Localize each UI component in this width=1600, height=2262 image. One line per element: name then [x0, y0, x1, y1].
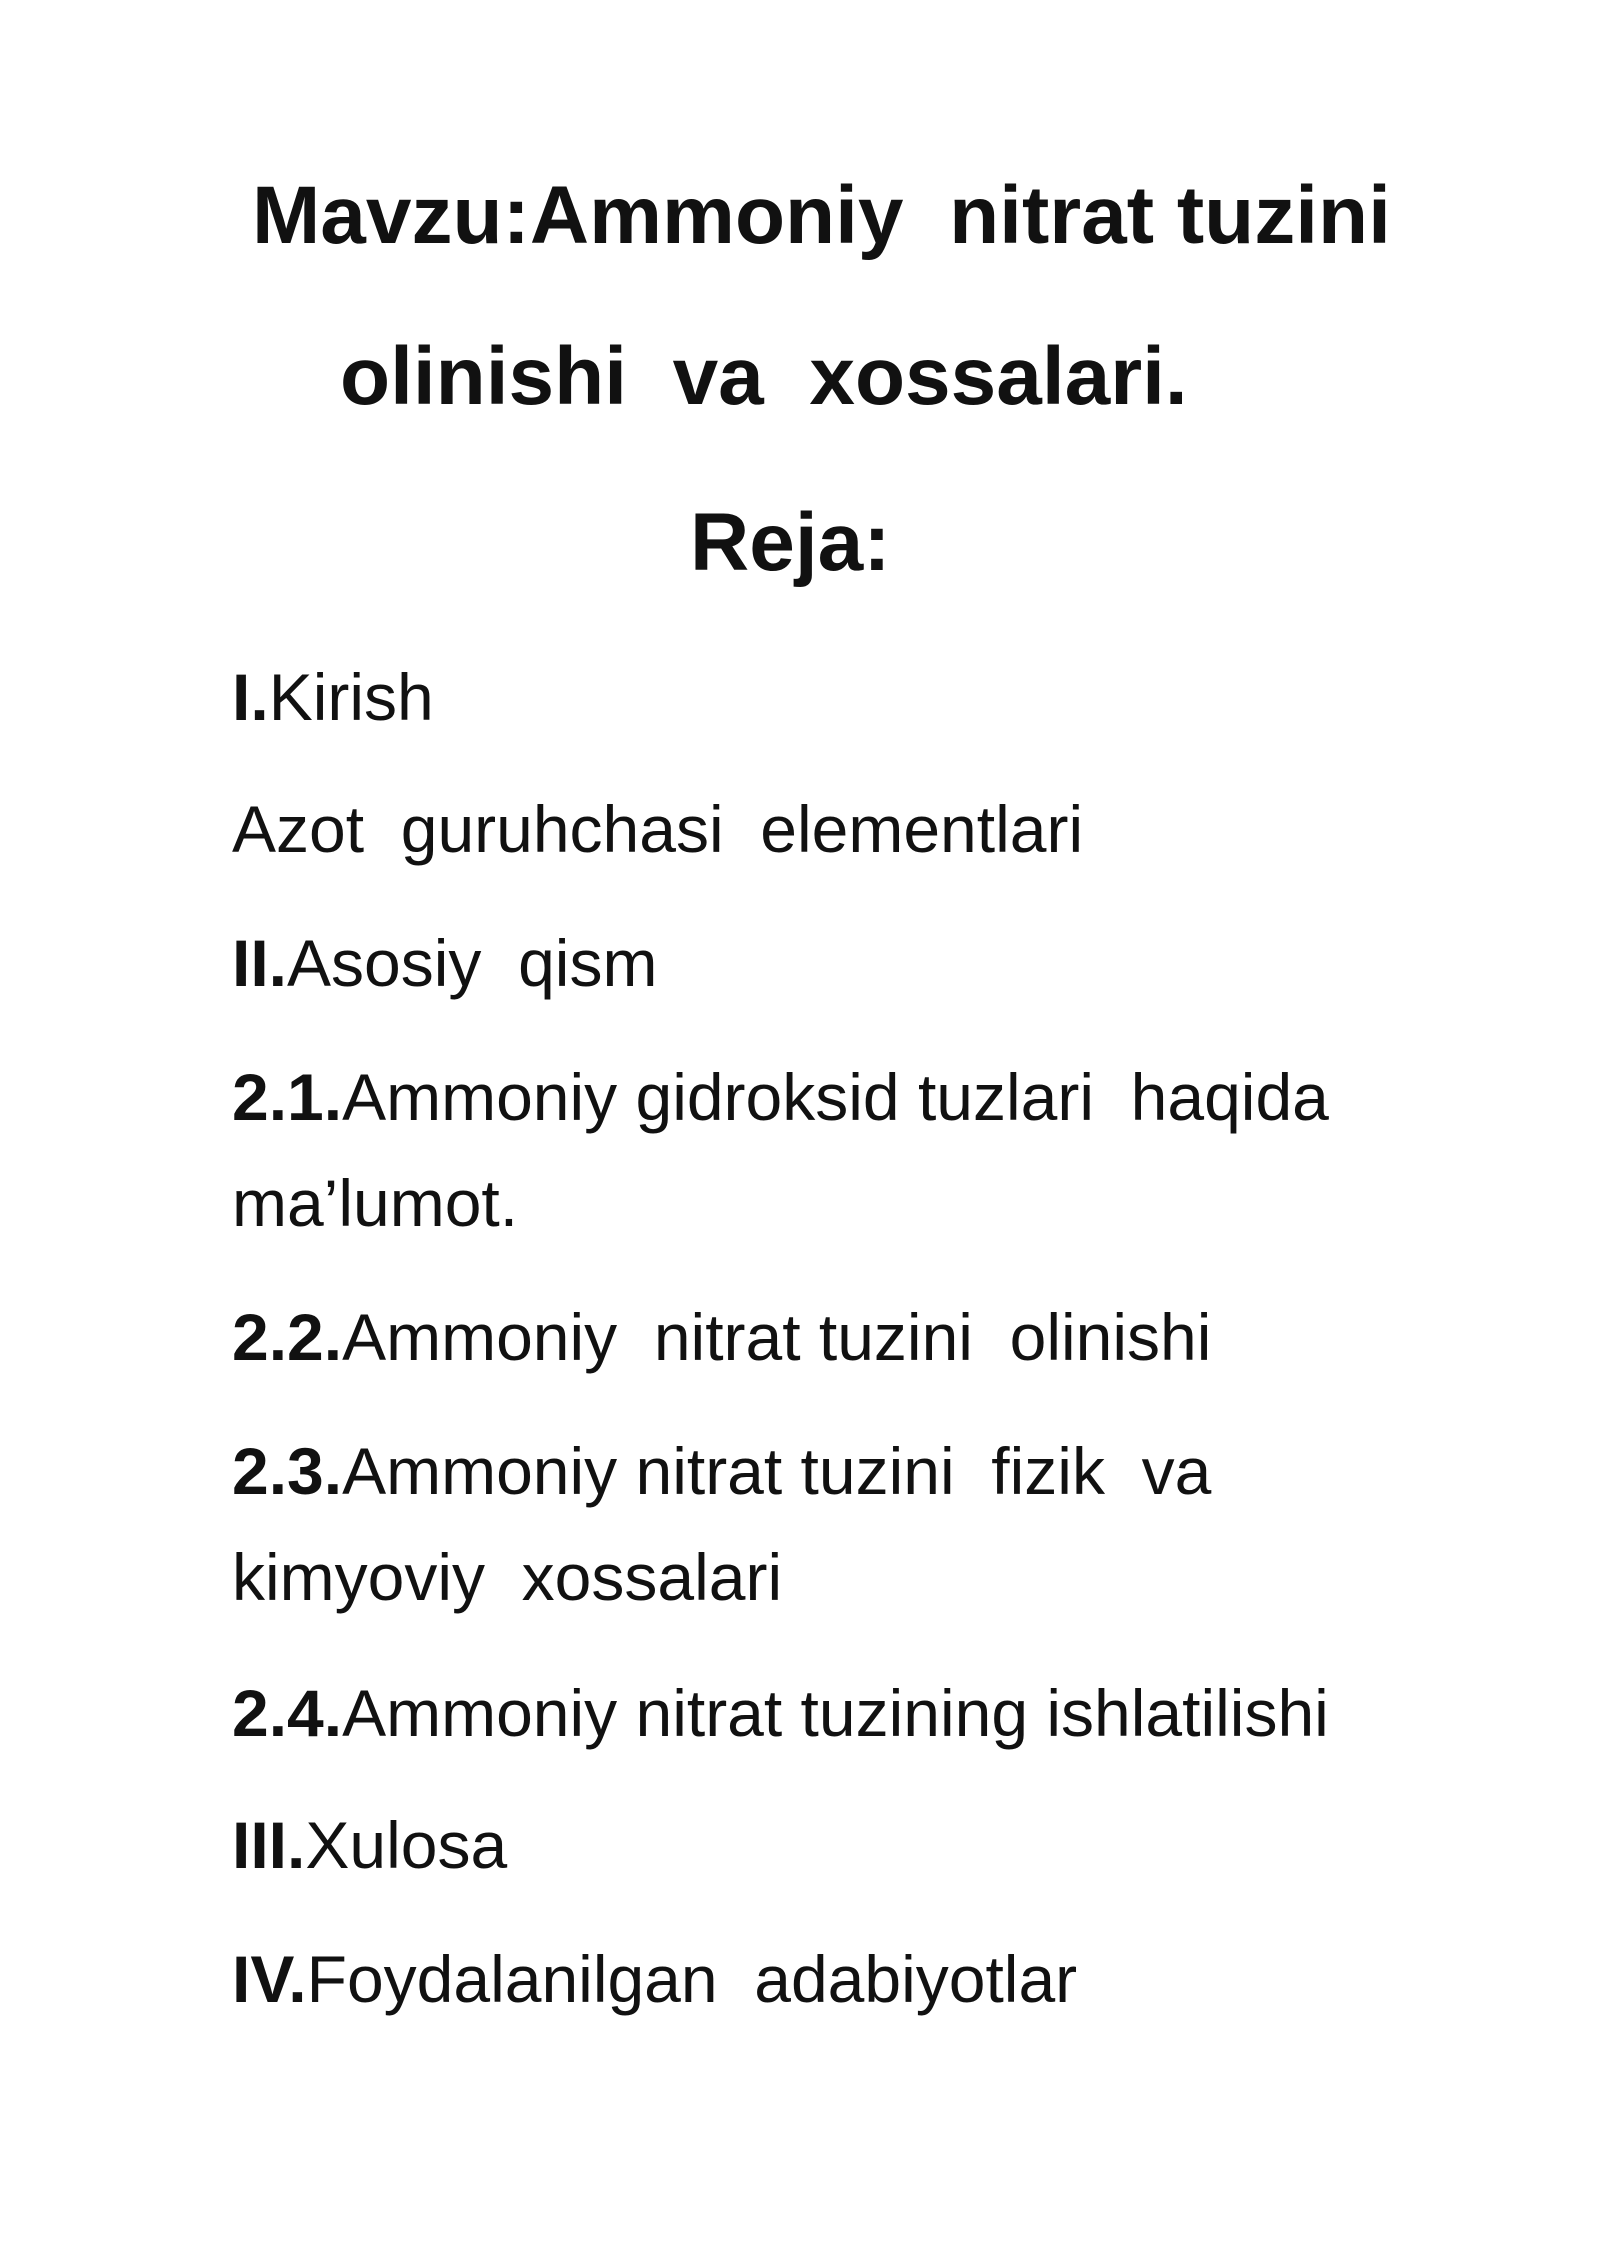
- plan-item-number: 2.4.: [232, 1676, 343, 1750]
- plan-item-number: 2.2.: [232, 1300, 343, 1374]
- plan-item-2-3: [232, 1418, 1211, 1630]
- plan-item-text: Foydalanilgan adabiyotlar: [306, 1942, 1078, 2016]
- plan-item-2-1: [232, 1044, 1329, 1256]
- plan-item-text: Azot guruhchasi elementlari: [232, 792, 1084, 866]
- plan-item-text: Ammoniy nitrat tuzini olinishi: [342, 1300, 1212, 1374]
- plan-item-number: 2.3.: [232, 1434, 343, 1508]
- plan-item-number: I.: [232, 660, 269, 734]
- plan-item-number: III.: [232, 1808, 306, 1882]
- title-line-1: Mavzu:Ammoniy nitrat tuzini: [252, 170, 1391, 261]
- plan-item-asosiy-qism: [232, 910, 657, 1016]
- title-line-2: olinishi va xossalari.: [340, 331, 1188, 422]
- plan-item-text: Ammoniy nitrat tuzining ishlatilishi: [342, 1676, 1329, 1750]
- plan-item-azot: [232, 776, 1083, 882]
- plan-item-text: Kirish: [268, 660, 434, 734]
- plan-item-2-2: [232, 1284, 1211, 1390]
- plan-item-2-4: [232, 1660, 1329, 1766]
- plan-heading: Reja:: [690, 497, 891, 588]
- plan-item-text: Xulosa: [305, 1808, 508, 1882]
- plan-item-number: 2.1.: [232, 1060, 343, 1134]
- plan-item-xulosa: [232, 1792, 507, 1898]
- plan-item-number: IV.: [232, 1942, 307, 2016]
- plan-item-adabiyotlar: [232, 1926, 1077, 2032]
- plan-item-text: Ammoniy gidroksid tuzlari haqida ma’lumot.: [232, 1060, 1329, 1240]
- plan-item-text: Ammoniy nitrat tuzini fizik va kimyoviy xossalari: [232, 1434, 1212, 1614]
- plan-item-kirish: [232, 644, 434, 750]
- plan-item-text: Asosiy qism: [287, 926, 658, 1000]
- plan-item-number: II.: [232, 926, 288, 1000]
